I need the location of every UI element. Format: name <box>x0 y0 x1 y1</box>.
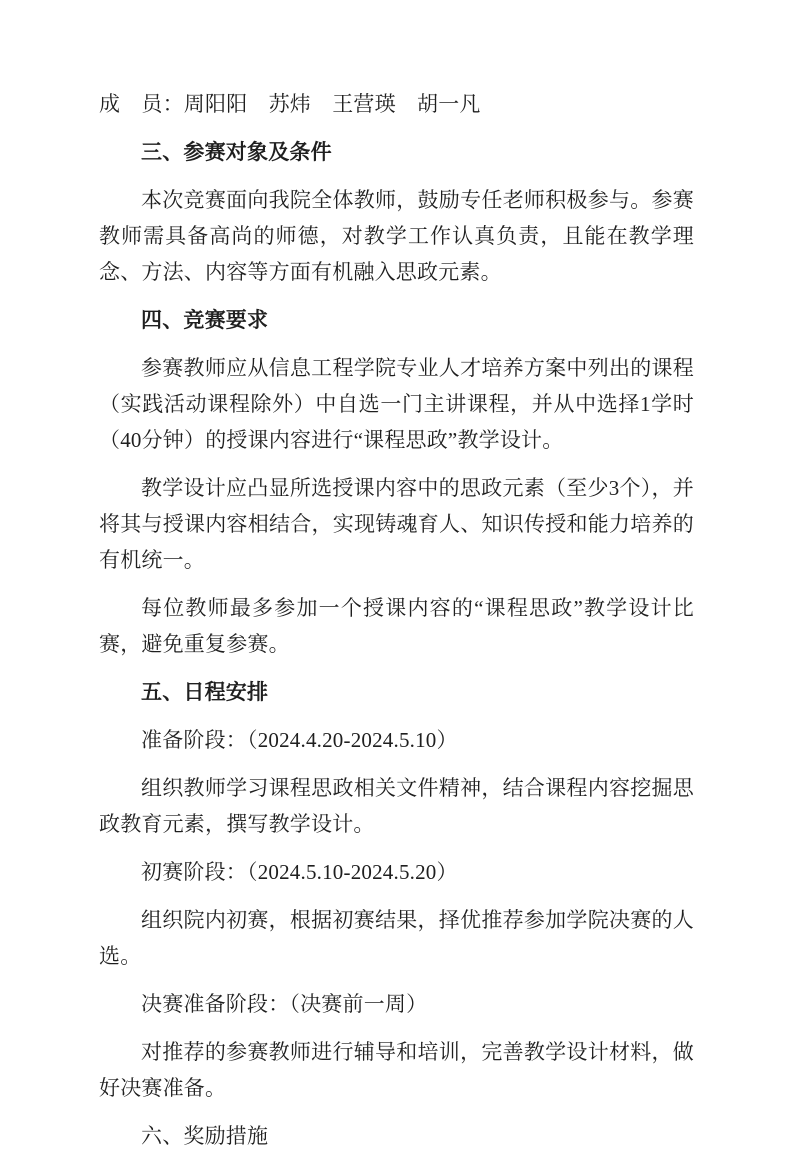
committee-members-line: 成 员：周阳阳 苏炜 王营瑛 胡一凡 <box>99 92 481 116</box>
heading-participants-and-conditions: 三、参赛对象及条件 <box>141 140 332 164</box>
schedule-phase-line: 决赛准备阶段：（决赛前一周） <box>141 992 428 1016</box>
heading-competition-requirements: 四、竞赛要求 <box>141 308 269 332</box>
body-paragraph: 每位教师最多参加一个授课内容的“课程思政”教学设计比赛，避免重复参赛。 <box>99 596 694 656</box>
body-paragraph: 组织院内初赛，根据初赛结果，择优推荐参加学院决赛的人选。 <box>99 908 694 968</box>
schedule-phase-line: 准备阶段：（2024.4.20-2024.5.10） <box>141 728 458 752</box>
heading-schedule: 五、日程安排 <box>141 680 269 704</box>
body-paragraph: 参赛教师应从信息工程学院专业人才培养方案中列出的课程（实践活动课程除外）中自选一门主讲课程，并从中选择1学时（40分钟）的授课内容进行“课程思政”教学设计。 <box>99 356 694 452</box>
body-paragraph: 组织教师学习课程思政相关文件精神，结合课程内容挖掘思政教育元素，撰写教学设计。 <box>99 776 694 836</box>
body-paragraph: 教学设计应凸显所选授课内容中的思政元素（至少3个），并将其与授课内容相结合，实现铸魂育人、知识传授和能力培养的有机统一。 <box>99 476 694 572</box>
heading-awards: 六、奖励措施 <box>141 1124 269 1148</box>
body-paragraph: 本次竞赛面向我院全体教师，鼓励专任老师积极参与。参赛教师需具备高尚的师德，对教学工作认真负责，且能在教学理念、方法、内容等方面有机融入思政元素。 <box>99 188 694 284</box>
body-paragraph: 对推荐的参赛教师进行辅导和培训，完善教学设计材料，做好决赛准备。 <box>99 1040 694 1100</box>
schedule-phase-line: 初赛阶段：（2024.5.10-2024.5.20） <box>141 860 458 884</box>
